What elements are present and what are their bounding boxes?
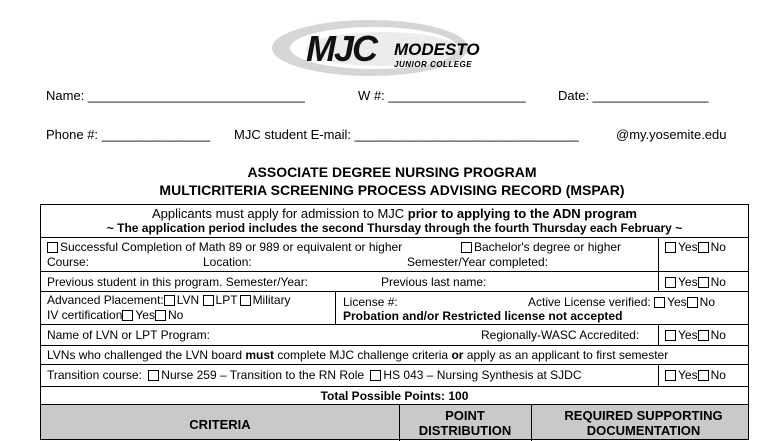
row6-no-checkbox[interactable] xyxy=(698,370,709,381)
iv-no-checkbox[interactable] xyxy=(155,310,166,321)
date-field[interactable]: Date: ________________ xyxy=(558,88,709,103)
math-option[interactable]: Successful Completion of Math 89 or 989 or equivalent or higher xyxy=(47,240,402,254)
military-checkbox[interactable] xyxy=(240,295,251,306)
row2-yes-no[interactable]: Yes No xyxy=(665,275,726,289)
wnum-field[interactable]: W #: ___________________ xyxy=(358,88,526,103)
criteria-header: CRITERIA xyxy=(189,417,251,432)
verified-no-checkbox[interactable] xyxy=(687,297,698,308)
hs-043-checkbox[interactable] xyxy=(370,370,381,381)
probation-note: Probation and/or Restricted license not accepted xyxy=(343,309,623,323)
row2-yes-checkbox[interactable] xyxy=(665,277,676,288)
location-label: Location: xyxy=(203,255,252,269)
row6-yes-checkbox[interactable] xyxy=(665,370,676,381)
lvn-checkbox[interactable] xyxy=(164,295,175,306)
lpt-checkbox[interactable] xyxy=(203,295,214,306)
iv-certification[interactable]: IV certification Yes No xyxy=(47,308,184,322)
title-line-1: ASSOCIATE DEGREE NURSING PROGRAM xyxy=(247,164,537,180)
points-header: POINT DISTRIBUTION xyxy=(418,408,512,438)
bachelor-option[interactable]: Bachelor's degree or higher xyxy=(461,240,621,254)
previous-name-label: Previous last name: xyxy=(381,275,487,289)
program-name-label: Name of LVN or LPT Program: xyxy=(47,328,210,342)
iv-yes-checkbox[interactable] xyxy=(122,310,133,321)
row4-yes-no[interactable]: Yes No xyxy=(665,328,726,342)
license-label: License #: xyxy=(343,295,398,309)
bachelor-checkbox[interactable] xyxy=(461,242,472,253)
document-title xyxy=(0,163,784,199)
logo-mark: MJC xyxy=(306,28,377,69)
name-field[interactable]: Name: ______________________________ xyxy=(46,88,305,103)
college-logo xyxy=(270,16,510,78)
row4-no-checkbox[interactable] xyxy=(698,330,709,341)
verified-yes-checkbox[interactable] xyxy=(654,297,665,308)
row1-no-checkbox[interactable] xyxy=(698,242,709,253)
row2-no-checkbox[interactable] xyxy=(698,277,709,288)
row1-yes-no[interactable]: Yes No xyxy=(665,240,726,254)
wasc-label: Regionally-WASC Accredited: xyxy=(481,328,640,342)
semester-label: Semester/Year completed: xyxy=(407,255,548,269)
email-field[interactable]: MJC student E-mail: _______________________________ xyxy=(234,127,579,142)
logo-sub: JUNIOR COLLEGE xyxy=(394,60,473,69)
advanced-placement[interactable]: Advanced Placement: LVN LPT Military xyxy=(47,293,291,307)
lvn-challenge-note: LVNs who challenged the LVN board must complete MJC challenge criteria or apply as an applicant to first semester xyxy=(47,348,669,362)
row6-yes-no[interactable]: Yes No xyxy=(665,368,726,382)
intro-line-2: ~ The application period includes the second Thursday through the fourth Thursday each February ~ xyxy=(106,221,683,235)
email-suffix: @my.yosemite.edu xyxy=(616,127,727,142)
nurse-259-checkbox[interactable] xyxy=(148,370,159,381)
phone-field[interactable]: Phone #: _______________ xyxy=(46,127,211,142)
math-checkbox[interactable] xyxy=(47,242,58,253)
row1-yes-checkbox[interactable] xyxy=(665,242,676,253)
total-points: Total Possible Points: 100 xyxy=(320,389,469,403)
course-label: Course: xyxy=(47,255,90,269)
previous-student-label: Previous student in this program. Semester/Year: xyxy=(47,275,309,289)
screening-table xyxy=(40,204,749,440)
logo-name: MODESTO xyxy=(394,40,480,59)
license-verified[interactable]: Active License verified: Yes No xyxy=(528,295,715,309)
title-line-2: MULTICRITERIA SCREENING PROCESS ADVISING RECORD (MSPAR) xyxy=(159,182,625,198)
transition-course[interactable]: Transition course: Nurse 259 – Transition to the RN Role HS 043 – Nursing Synthesis at SJDC xyxy=(47,368,582,382)
row4-yes-checkbox[interactable] xyxy=(665,330,676,341)
docs-header: REQUIRED SUPPORTING DOCUMENTATION xyxy=(564,408,723,438)
intro-line-1: Applicants must apply for admission to MJC prior to applying to the ADN program xyxy=(152,206,637,221)
